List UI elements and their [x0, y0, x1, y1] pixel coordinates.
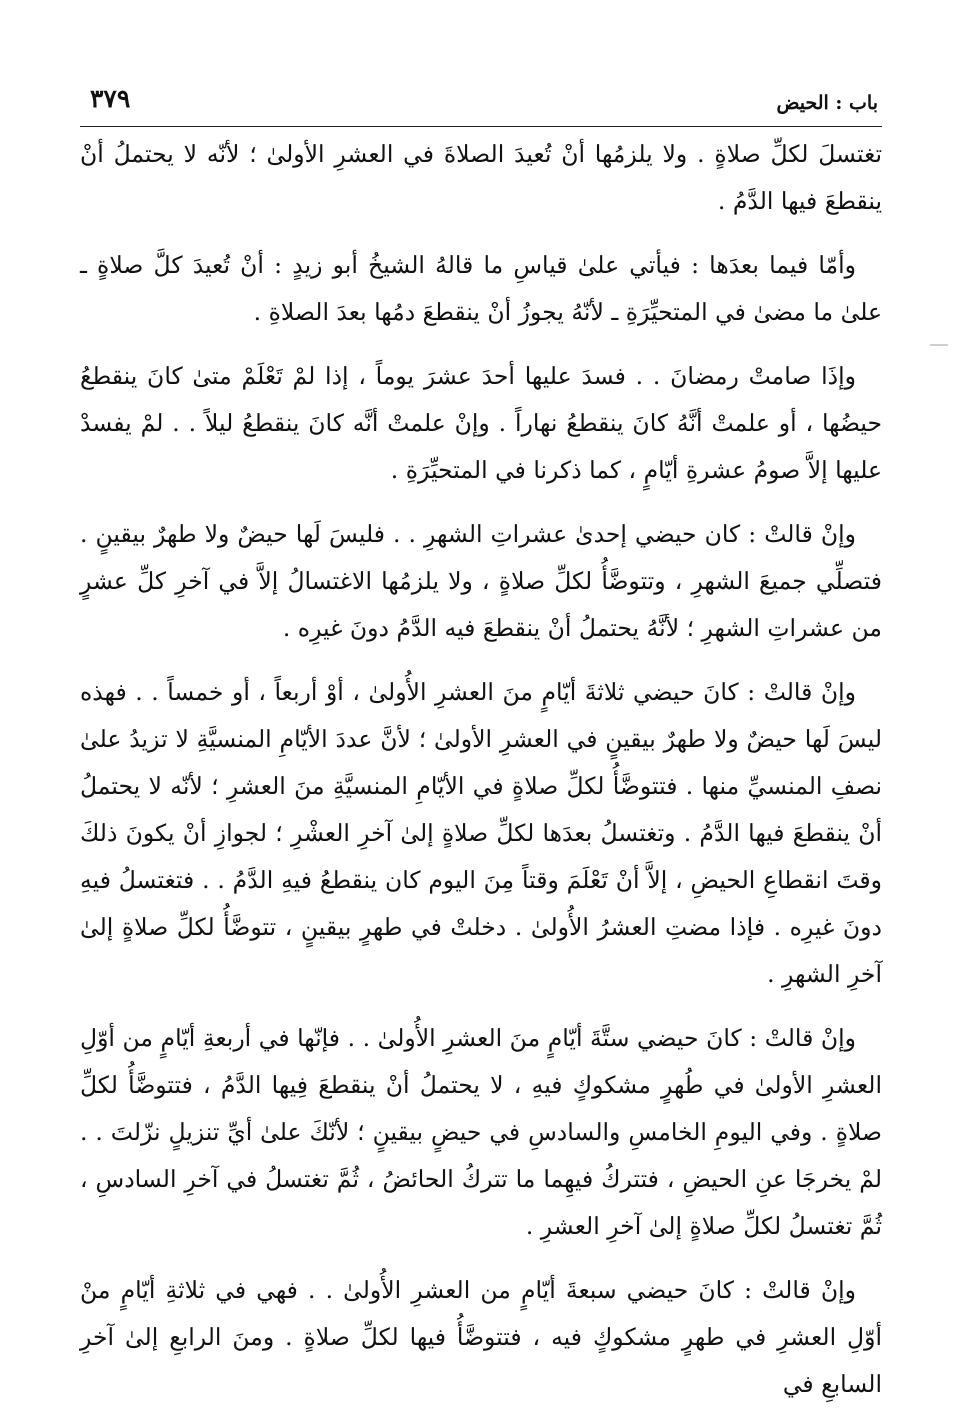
body-text [80, 131, 882, 1408]
paragraph: وإذَا صامتْ رمضانَ . . فسدَ عليها أحدَ عشرَ يوماً ، إذا لمْ تَعْلَمْ متىٰ كانَ ينقطعُ حيضُها ، أو علمتْ أنَّهُ كانَ ينقطعُ نهاراً . وإنْ علمتْ أنَّه كانَ ينقطعُ ليلاً . . لمْ يفسدْ عليها إلاَّ صومُ عشرةِ أيّامٍ ، كما ذكرنا في المتحيِّرَةِ . [80, 362, 882, 484]
paragraph-continuation: تغتسلَ لكلِّ صلاةٍ . ولا يلزمُها أنْ تُعيدَ الصلاةَ في العشرِ الأولىٰ ؛ لأنّه لا يحتملُ أنْ ينقطعَ فيها الدَّمُ . [80, 140, 882, 215]
chapter-title: باب : الحيض [776, 92, 878, 114]
paragraph: وأمّا فيما بعدَها : فيأتي علىٰ قياسِ ما قالهُ الشيخُ أبو زيدٍ : أنْ تُعيدَ كلَّ صلاةٍ ـ علىٰ ما مضىٰ في المتحيِّرَةِ ـ لأنّهُ يجوزُ أنْ ينقطعَ دمُها بعدَ الصلاةِ . [80, 251, 882, 326]
running-header [80, 70, 882, 127]
paragraph: وإنْ قالتْ : كانَ حيضي سبعةَ أيّامٍ من العشرِ الأُولىٰ . . فهي في ثلاثةِ أيّامٍ منْ أوّلِ العشرِ في طهرٍ مشكوكٍ فيه ، فتتوضَّأُ فيها لكلِّ صلاةٍ . ومنَ الرابعِ إلىٰ آخرِ السابعِ في [80, 1276, 882, 1398]
paragraph: وإنْ قالتْ : كان حيضي إحدىٰ عشراتِ الشهرِ . . فليسَ لَها حيضٌ ولا طهرٌ بيقينٍ . فتصلِّي جميعَ الشهرِ ، وتتوضَّأُ لكلِّ صلاةٍ ، ولا يلزمُها الاغتسالُ إلاَّ في آخرِ كلِّ عشرٍ من عشراتِ الشهرِ ؛ لأنَّهُ يحتملُ أنْ ينقطعَ فيه الدَّمُ دونَ غيرِه . [80, 520, 882, 642]
margin-scan-mark [930, 344, 948, 346]
page-number: ٣٧٩ [90, 84, 131, 113]
paragraph: وإنْ قالتْ : كانَ حيضي ثلاثةَ أيّامٍ منَ العشرِ الأُولىٰ ، أوْ أربعاً ، أو خمساً . . فهذه ليسَ لَها حيضٌ ولا طهرٌ بيقينٍ في العشرِ الأولىٰ ؛ لأنَّ عددَ الأيّامِ المنسيَّةِ لا تزيدُ علىٰ نصفِ المنسيِّ منها . فتتوضَّأُ لكلِّ صلاةٍ في الأيّامِ المنسيَّةِ منَ العشرِ ؛ لأنّه لا يحتملُ أنْ ينقطعَ فيها الدَّمُ . وتغتسلُ بعدَها لكلِّ صلاةٍ إلىٰ آخرِ العشْرِ ؛ لجوازِ أنْ يكونَ ذلكَ وقتَ انقطاعِ الحيضِ ، إلاَّ أنْ تَعْلَمَ وقتاً مِنَ اليوم كان ينقطعُ فيهِ الدَّمُ . . فتغتسلُ فيهِ دونَ غيرِه . فإذا مضتِ العشرُ الأُولىٰ . دخلتْ في طهرٍ بيقينٍ ، تتوضَّأُ لكلِّ صلاةٍ إلىٰ آخرِ الشهرِ . [80, 678, 882, 988]
paragraph: وإنْ قالتْ : كانَ حيضي ستَّةَ أيّامٍ منَ العشرِ الأُولىٰ . . فإنّها في أربعةِ أيّامٍ من أوّلِ العشرِ الأولىٰ في طُهرٍ مشكوكٍ فيهِ ، لا يحتملُ أنْ ينقطعَ فِيها الدَّمُ ، فتتوضَّأُ لكلِّ صلاةٍ . وفي اليومِ الخامسِ والسادسِ في حيضٍ بيقينٍ ؛ لأنّكَ علىٰ أيِّ تنزيلٍ نزّلتَ . . لمْ يخرجَا عنِ الحيضِ ، فتتركُ فيهِما ما تتركُ الحائضُ ، ثُمَّ تغتسلُ في آخرِ السادسِ ، ثُمَّ تغتسلُ لكلِّ صلاةٍ إلىٰ آخرِ العشرِ . [80, 1024, 882, 1240]
book-page [80, 70, 882, 1398]
